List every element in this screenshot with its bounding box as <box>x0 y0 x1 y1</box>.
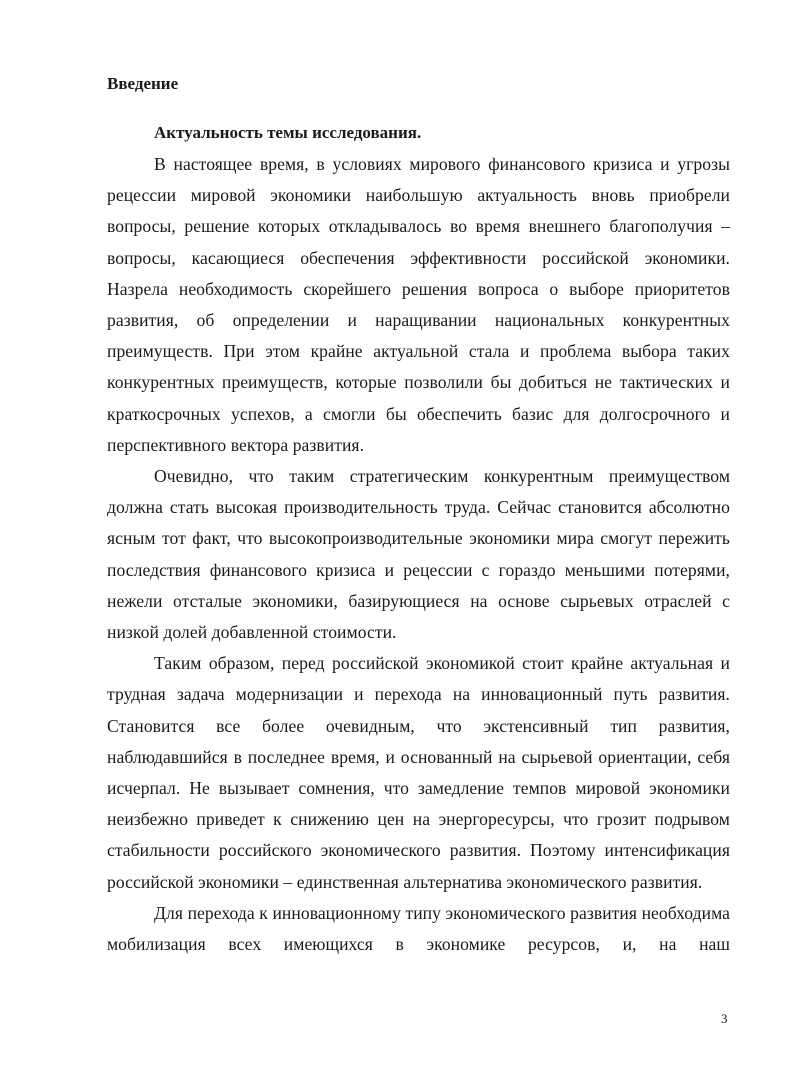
body-text <box>107 149 730 960</box>
section-heading: Введение <box>107 74 179 93</box>
paragraph-1: В настоящее время, в условиях мирового финансового кризиса и угрозы рецессии мировой экономики наибольшую актуальность вновь приобрели вопросы, решение которых откладывалось во время внешнего благополучия – вопросы, касающиеся обеспечения эффективности российской экономики. Назрела необходимость скорейшего решения вопроса о выборе приоритетов развития, об определении и наращивании национальных конкурентных преимуществ. При этом крайне актуальной стала и проблема выбора таких конкурентных преимуществ, которые позволили бы добиться не тактических и краткосрочных успехов, а смогли бы обеспечить базис для долгосрочного и перспективного вектора развития. <box>107 154 730 455</box>
page-number: 3 <box>721 1011 728 1026</box>
paragraph-4: Для перехода к инновационному типу экономического развития необходима мобилизация всех имеющихся в экономике ресурсов, и, на наш <box>107 902 730 955</box>
paragraph-3: Таким образом, перед российской экономикой стоит крайне актуальная и трудная задача модернизации и перехода на инновационный путь развития. Становится все более очевидным, что экстенсивный тип развития, наблюдавшийся в последнее время, и основанный на сырьевой ориентации, себя исчерпал. Не вызывает сомнения, что замедление темпов мировой экономики неизбежно приведет к снижению цен на энергоресурсы, что грозит подрывом стабильности российского экономического развития. Поэтому интенсификация российской экономики – единственная альтернатива экономического развития. <box>107 653 730 892</box>
paragraph-2: Очевидно, что таким стратегическим конкурентным преимуществом должна стать высокая производительность труда. Сейчас становится абсолютно ясным тот факт, что высокопроизводительные экономики мира смогут пережить последствия финансового кризиса и рецессии с гораздо меньшими потерями, нежели отсталые экономики, базирующиеся на основе сырьевых отраслей с низкой долей добавленной стоимости. <box>107 466 730 643</box>
subsection-heading: Актуальность темы исследования. <box>154 123 422 142</box>
